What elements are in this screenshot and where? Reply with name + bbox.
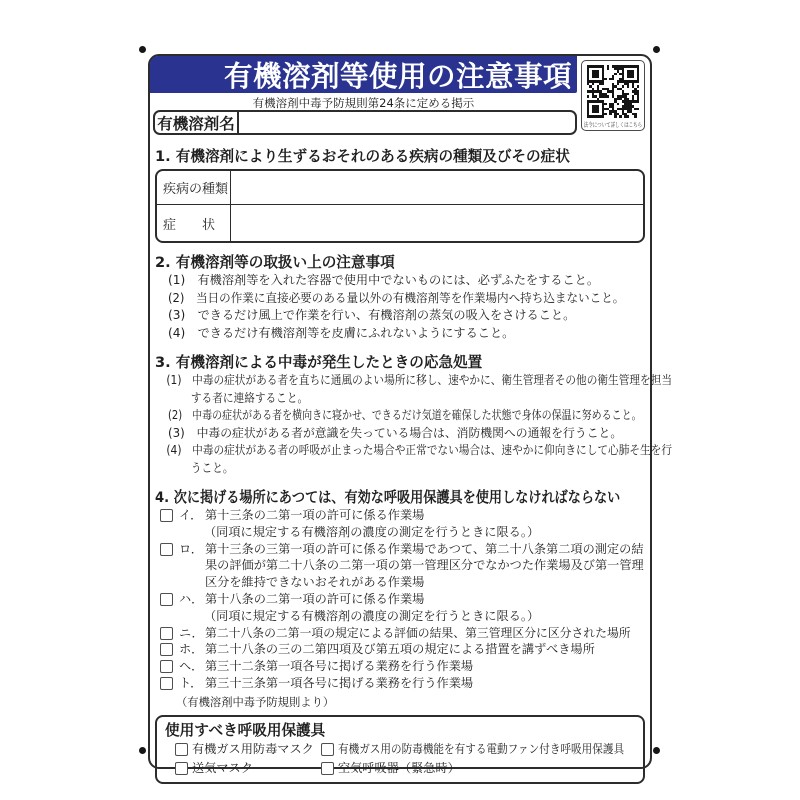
sign-subtitle: 有機溶剤中毒予防規則第24条に定める掲示 (252, 96, 475, 110)
checkbox (321, 762, 334, 775)
item-kana: ニ． (179, 625, 204, 640)
item-label: 有機ガス用防毒マスク (192, 741, 314, 756)
checkbox (160, 593, 173, 606)
item-kana: ハ． (179, 591, 204, 606)
list-item: (2) 当日の作業に直接必要のある量以外の有機溶剤等を作業場内へ持ち込まないこと。 (168, 290, 625, 305)
item-label: 空気呼吸器（緊急時） (338, 760, 460, 775)
list-item: (2) 中毒の症状がある者を横向きに寝かせ、できるだけ気道を確保した状態で身体の保温に努めること。 (168, 408, 642, 422)
item-text: 第二十八条の二第一項の規定による評価の結果、第三管理区分に区分された場所 (205, 625, 631, 640)
list-item: (3) できるだけ風上で作業を行い、有機溶剤の蒸気の吸入をさけること。 (168, 308, 576, 322)
checkbox (160, 660, 173, 673)
checkbox (175, 762, 188, 775)
item-text: 第三十二条第一項各号に掲げる業務を行う作業場 (205, 659, 474, 674)
list-item: (3) 中毒の症状がある者が意識を失っている場合は、消防機関への通報を行うこと。 (168, 425, 623, 440)
item-text: 第十八条の二第一項の許可に係る作業場 (205, 591, 425, 606)
item-kana: ヘ． (179, 659, 204, 674)
row-value (231, 171, 643, 204)
item-kana: ホ． (179, 642, 204, 657)
list-item: (4) できるだけ有機溶剤等を皮膚にふれないようにすること。 (168, 325, 515, 340)
section-1-heading: 1. 有機溶剤により生ずるおそれのある疾病の種類及びその症状 (155, 148, 570, 165)
section-4-heading: 4. 次に掲げる場所にあつては、有効な呼吸用保護具を使用しなければならない (155, 489, 621, 506)
checkbox-item (175, 742, 321, 757)
item-note: （同項に規定する有機溶剤の濃度の測定を行うときに限る。） (204, 608, 540, 623)
item-text: 第二十八条の三の二第四項及び第五項の規定による措置を講ずべき場所 (205, 642, 595, 657)
list-item: (4) 中毒の症状がある者の呼吸が止まった場合や正常でない場合は、速やかに仰向きにして心肺そ生を行うこと。 (166, 443, 673, 475)
item-kana: ト． (179, 675, 203, 690)
checkbox-item (155, 625, 645, 642)
title-bar (150, 56, 577, 93)
section-3-heading: 3. 有機溶剤による中毒が発生したときの応急処置 (155, 354, 483, 371)
item-label: 送気マスク (192, 760, 253, 775)
checkbox-item (175, 761, 321, 776)
protective-equipment-box (155, 715, 645, 784)
protective-equipment-list (165, 742, 635, 776)
qr-caption: 法令について詳しくはこちら (583, 121, 643, 129)
disease-table (155, 169, 645, 243)
solvent-name-box (153, 110, 577, 135)
sign-panel (148, 54, 673, 775)
item-label: 有機ガス用の防毒機能を有する電動ファン付き呼吸用保護具 (338, 741, 625, 756)
checkbox-item (155, 658, 645, 675)
checkbox-item (155, 591, 645, 608)
checkbox-item (155, 675, 645, 692)
item-text: 第十三条の二第一項の許可に係る作業場 (205, 508, 425, 522)
mounting-hole-top-left (139, 46, 146, 53)
section-2-heading: 2. 有機溶剤等の取扱い上の注意事項 (155, 254, 395, 271)
sign-title: 有機溶剤等使用の注意事項 (223, 60, 572, 93)
row-label: 症 状 (157, 205, 231, 241)
regulation-footnote: （有機溶剤中毒予防規則より） (176, 695, 335, 709)
solvent-name-label: 有機溶剤名 (155, 112, 239, 133)
solvent-name-field (239, 112, 575, 133)
checkbox (175, 743, 188, 756)
item-kana: ロ． (179, 541, 203, 556)
checkbox (160, 677, 173, 690)
sign-content (150, 143, 673, 784)
mounting-hole-bottom-left (139, 747, 146, 754)
list-item: (1) 有機溶剤等を入れた容器で使用中でないものには、必ずふたをすること。 (168, 273, 600, 287)
checkbox-item (155, 507, 645, 524)
row-value (231, 205, 643, 241)
mounting-hole-top-right (653, 46, 660, 53)
qr-code-icon (587, 65, 640, 118)
item-note: （同項に規定する有機溶剤の濃度の測定を行うときに限る。） (204, 524, 540, 539)
protective-equipment-heading: 使用すべき呼吸用保護具 (165, 721, 326, 739)
checkbox-item (321, 742, 667, 757)
checkbox (321, 743, 334, 756)
list-item: (1) 中毒の症状がある者を直ちに通風のよい場所に移し、速やかに、衛生管理者その他の衛生管理を担当する者に連絡すること。 (166, 373, 673, 405)
checkbox (160, 543, 173, 556)
checkbox (160, 509, 173, 522)
item-text: 第十三条の三第一項の許可に係る作業場であつて、第二十八条第二項の測定の結果の評価が第二十八条の二第一項の第一管理区分でなかつた作業場及び第一管理区分を維持できないおそれがある作業場 (205, 541, 644, 590)
checkbox (160, 627, 173, 640)
item-text: 第三十三条第一項各号に掲げる業務を行う作業場 (205, 675, 474, 690)
qr-box (581, 60, 645, 131)
checkbox-item (155, 641, 645, 658)
item-kana: イ． (179, 508, 203, 522)
checkbox (160, 643, 173, 656)
table-row-disease-type (157, 171, 643, 204)
row-label: 疾病の種類 (157, 171, 231, 204)
checkbox-item (155, 541, 645, 591)
checkbox-item (321, 761, 667, 776)
table-row-symptoms (157, 204, 643, 241)
